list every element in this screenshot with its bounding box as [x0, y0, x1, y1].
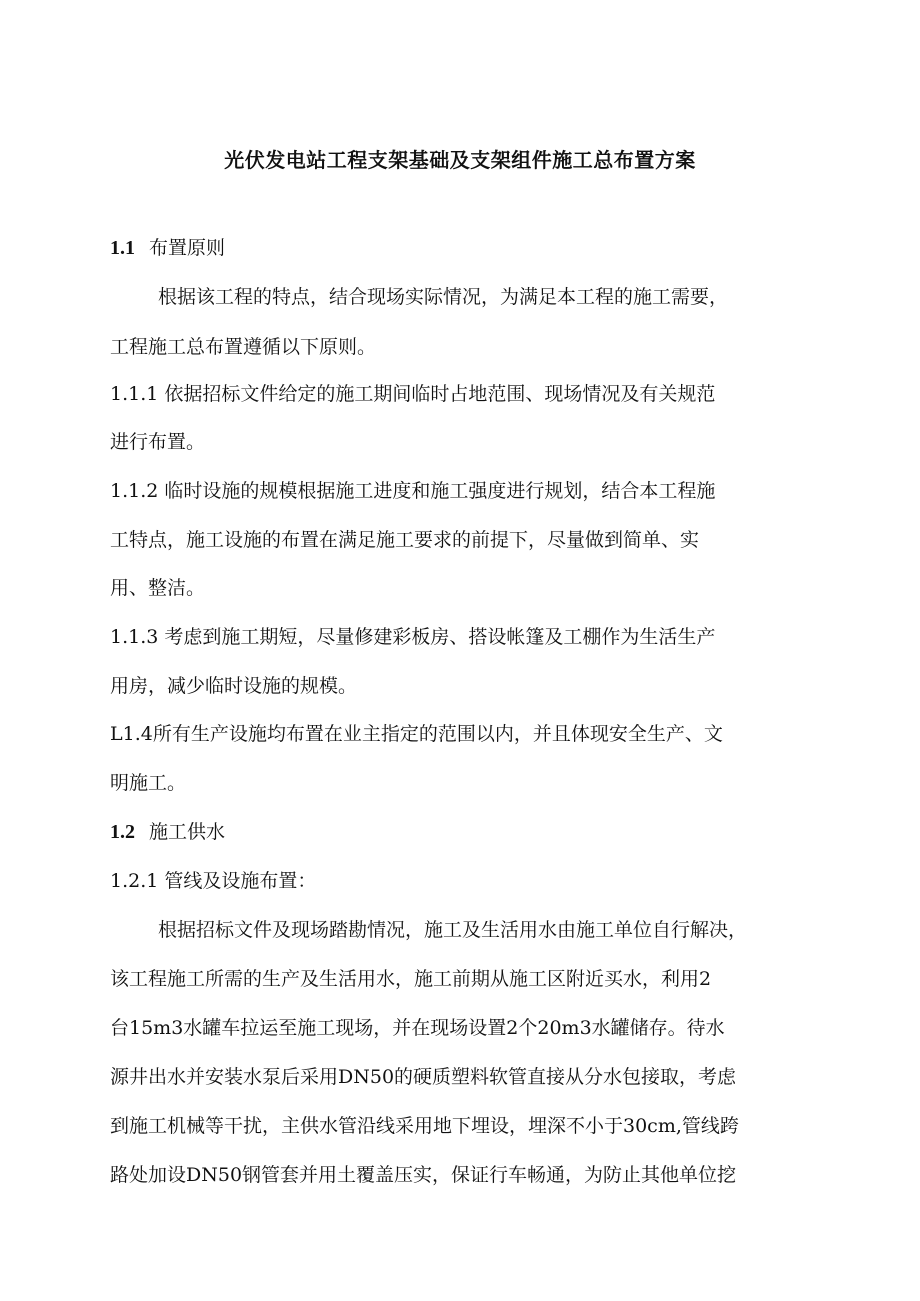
section-title: 布置原则 [149, 237, 226, 259]
section-number: 1.2 [110, 821, 135, 843]
paragraph-line: 工特点，施工设施的布置在满足施工要求的前提下，尽量做到简单、实 [110, 529, 700, 551]
paragraph-line: 1.1.1 依据招标文件给定的施工期间临时占地范围、现场情况及有关规范 [110, 383, 716, 405]
section-heading-1-1 [110, 238, 225, 258]
paragraph-line: 进行布置。 [110, 431, 206, 453]
paragraph-line: 1.1.3 考虑到施工期短，尽量修建彩板房、搭设帐篷及工棚作为生活生产 [110, 626, 716, 648]
paragraph-line: 用房，减少临时设施的规模。 [110, 675, 358, 697]
paragraph-line: 路处加设DN50钢管套并用土覆盖压实，保证行车畅通，为防止其他单位挖 [110, 1164, 737, 1186]
paragraph-line: 到施工机械等干扰，主供水管沿线采用地下埋设，埋深不小于30cm,管线跨 [110, 1115, 739, 1137]
paragraph-line: L1.4所有生产设施均布置在业主指定的范围以内，并且体现安全生产、文 [110, 723, 723, 745]
paragraph-line: 1.2.1 管线及设施布置： [110, 870, 317, 892]
paragraph-line: 源井出水并安装水泵后采用DN50的硬质塑料软管直接从分水包接取，考虑 [110, 1066, 737, 1088]
paragraph-line: 用、整洁。 [110, 577, 206, 599]
paragraph-line: 明施工。 [110, 772, 187, 794]
paragraph-line: 工程施工总布置遵循以下原则。 [110, 336, 377, 358]
paragraph-line: 该工程施工所需的生产及生活用水，施工前期从施工区附近买水，利用2 [110, 968, 712, 990]
paragraph-line: 1.1.2 临时设施的规模根据施工进度和施工强度进行规划，结合本工程施 [110, 480, 716, 502]
section-heading-1-2 [110, 822, 225, 842]
document-title: 光伏发电站工程支架基础及支架组件施工总布置方案 [224, 148, 696, 172]
section-title: 施工供水 [149, 821, 226, 843]
section-number: 1.1 [110, 237, 135, 259]
paragraph-line: 台15m3水罐车拉运至施工现场，并在现场设置2个20m3水罐储存。待水 [110, 1017, 725, 1039]
paragraph-line: 根据招标文件及现场踏勘情况，施工及生活用水由施工单位自行解决， [158, 919, 748, 941]
paragraph-line: 根据该工程的特点，结合现场实际情况，为满足本工程的施工需要， [158, 286, 729, 308]
